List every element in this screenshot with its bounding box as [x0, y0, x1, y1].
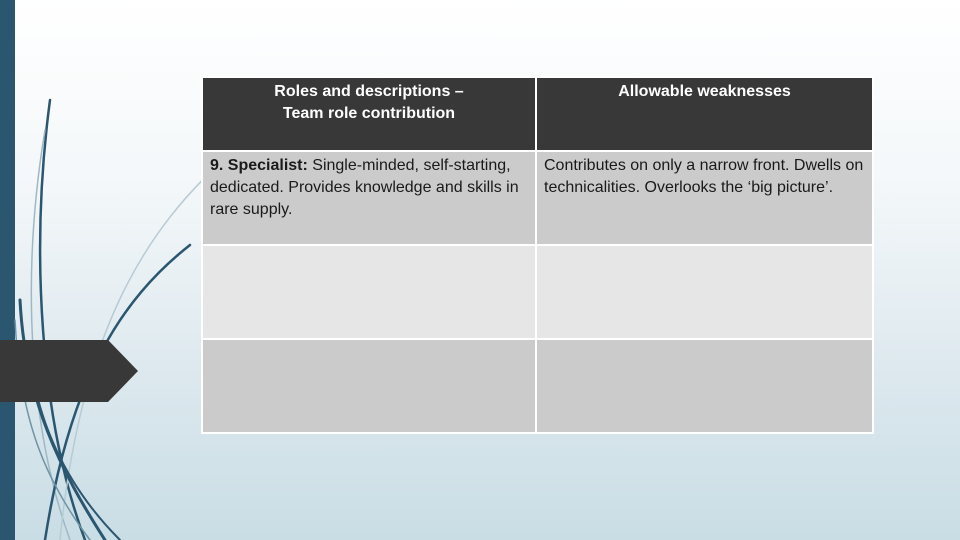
header-roles-line-1: Roles and descriptions –: [274, 83, 464, 100]
header-roles-line-2: Team role contribution: [282, 105, 456, 122]
role-cell: [202, 245, 536, 339]
header-roles: [202, 77, 536, 151]
table-header-row: [202, 77, 873, 151]
header-weaknesses-line-1: Allowable weaknesses: [618, 83, 791, 100]
role-description: Single-minded, self-starting, dedicated. Provides knowledge and skills in rare supply.: [210, 157, 519, 218]
arrow-tab-shape: [0, 340, 140, 402]
weakness-cell: Contributes on only a narrow front. Dwells on technicalities. Overlooks the ‘big picture’.: [536, 151, 873, 245]
role-cell: [202, 339, 536, 433]
team-roles-table: [201, 76, 874, 434]
table-row: [202, 151, 873, 245]
table-row: [202, 245, 873, 339]
header-weaknesses: [536, 77, 873, 151]
weakness-cell: [536, 339, 873, 433]
role-cell: [202, 151, 536, 245]
table-row: [202, 339, 873, 433]
role-name: 9. Specialist:: [210, 157, 308, 174]
weakness-cell: [536, 245, 873, 339]
